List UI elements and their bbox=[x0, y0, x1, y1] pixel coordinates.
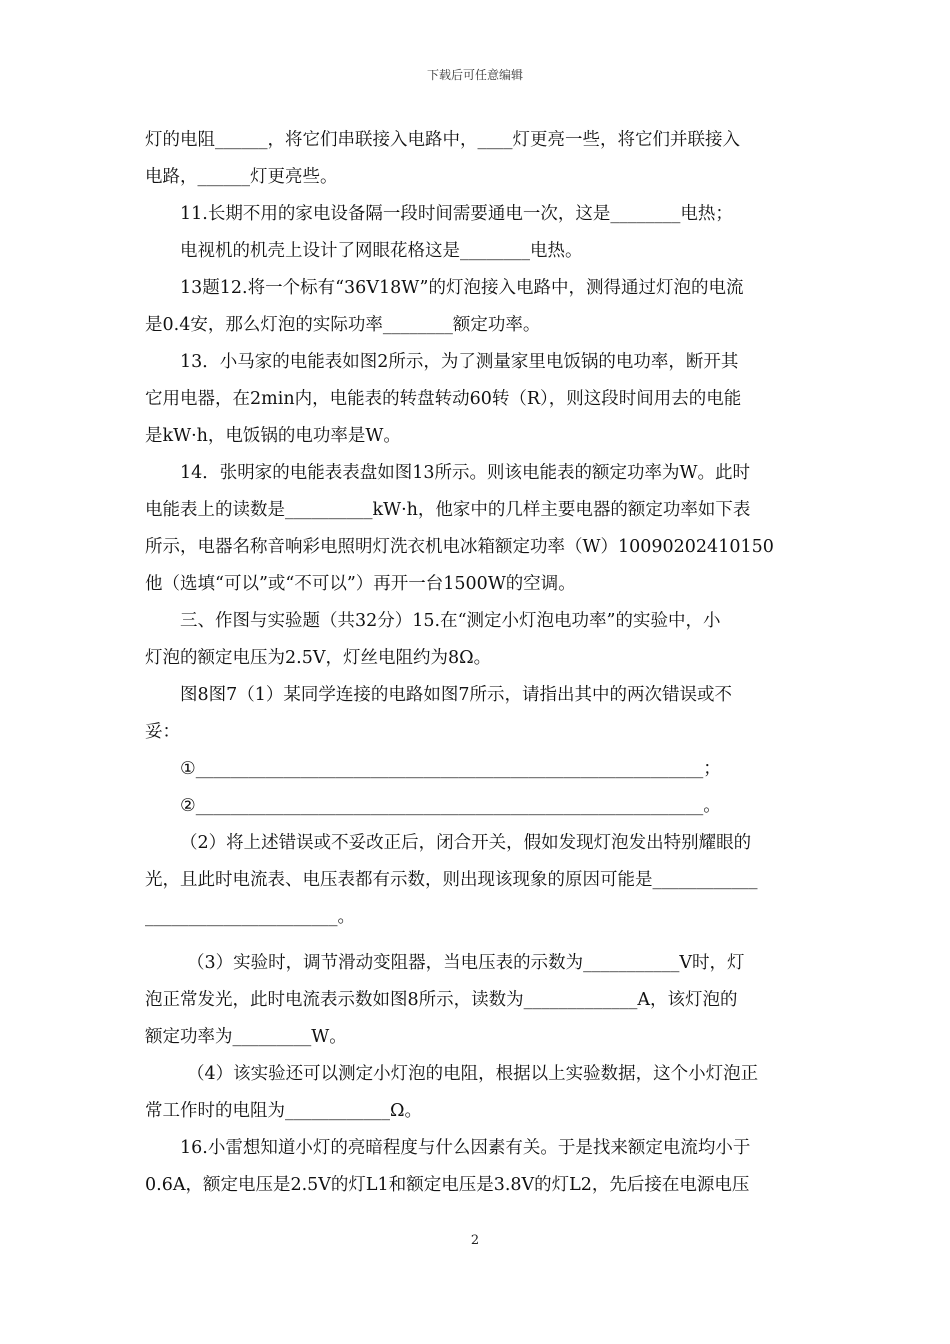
text-line: 他（选填“可以”或“不可以”）再开一台1500W的空调。 bbox=[145, 574, 576, 594]
question-13-line: 13．小马家的电能表如图2所示，为了测量家里电饭锅的电功率，断开其 bbox=[180, 352, 739, 372]
text-line: 所示，电器名称音响彩电照明灯洗衣机电冰箱额定功率（W）10090202410150 bbox=[145, 537, 774, 557]
question-16-line: 16.小雷想知道小灯的亮暗程度与什么因素有关。于是找来额定电流均小于 bbox=[180, 1138, 751, 1158]
text-line: 是kW·h，电饭锅的电功率是W。 bbox=[145, 426, 401, 446]
text-line: ______________________。 bbox=[145, 907, 355, 927]
answer-blank-2: ②__________________________________________________________。 bbox=[180, 796, 721, 816]
answer-blank-1: ①__________________________________________________________； bbox=[180, 759, 721, 779]
question-11-line: 11.长期不用的家电设备隔一段时间需要通电一次，这是________电热； bbox=[180, 204, 733, 224]
text-line: 额定功率为_________W。 bbox=[145, 1027, 347, 1047]
question-15-1-line: 图8图7（1）某同学连接的电路如图7所示，请指出其中的两次错误或不 bbox=[180, 685, 733, 705]
text-line: 它用电器，在2min内，电能表的转盘转动60转（R），则这段时间用去的电能 bbox=[145, 389, 742, 409]
question-15-2-line: （2）将上述错误或不妥改正后，闭合开关，假如发现灯泡发出特别耀眼的 bbox=[180, 833, 752, 853]
page-number: 2 bbox=[470, 1233, 480, 1248]
text-line: 妥： bbox=[145, 722, 180, 742]
text-line: 灯泡的额定电压为2.5V，灯丝电阻约为8Ω。 bbox=[145, 648, 492, 668]
text-line: 泡正常发光，此时电流表示数如图8所示，读数为_____________A，该灯泡的 bbox=[145, 990, 738, 1010]
question-14-line: 14．张明家的电能表表盘如图13所示。则该电能表的额定功率为W。此时 bbox=[180, 463, 751, 483]
text-line: 电路，______灯更亮些。 bbox=[145, 167, 338, 187]
document-body bbox=[145, 122, 809, 1204]
section-3-heading-line: 三、作图与实验题（共32分）15.在“测定小灯泡电功率”的实验中，小 bbox=[180, 611, 721, 631]
text-line: 0.6A，额定电压是2.5V的灯L1和额定电压是3.8V的灯L2，先后接在电源电压 bbox=[145, 1175, 750, 1195]
text-line: 是0.4安，那么灯泡的实际功率________额定功率。 bbox=[145, 315, 541, 335]
text-line: 电视机的机壳上设计了网眼花格这是________电热。 bbox=[180, 241, 583, 261]
page-header: 下载后可任意编辑 bbox=[426, 68, 523, 82]
question-15-3-line: （3）实验时，调节滑动变阻器，当电压表的示数为___________V时，灯 bbox=[187, 953, 745, 973]
question-12-line: 13题12.将一个标有“36V18W”的灯泡接入电路中，测得通过灯泡的电流 bbox=[180, 278, 744, 298]
text-line: 灯的电阻______，将它们串联接入电路中，____灯更亮一些，将它们并联接入 bbox=[145, 130, 740, 150]
question-15-4-line: （4）该实验还可以测定小灯泡的电阻，根据以上实验数据，这个小灯泡正 bbox=[187, 1064, 759, 1084]
text-line: 电能表上的读数是__________kW·h，他家中的几样主要电器的额定功率如下表 bbox=[145, 500, 751, 520]
text-line: 常工作时的电阻为____________Ω。 bbox=[145, 1101, 423, 1121]
text-line: 光，且此时电流表、电压表都有示数，则出现该现象的原因可能是____________ bbox=[145, 870, 758, 890]
